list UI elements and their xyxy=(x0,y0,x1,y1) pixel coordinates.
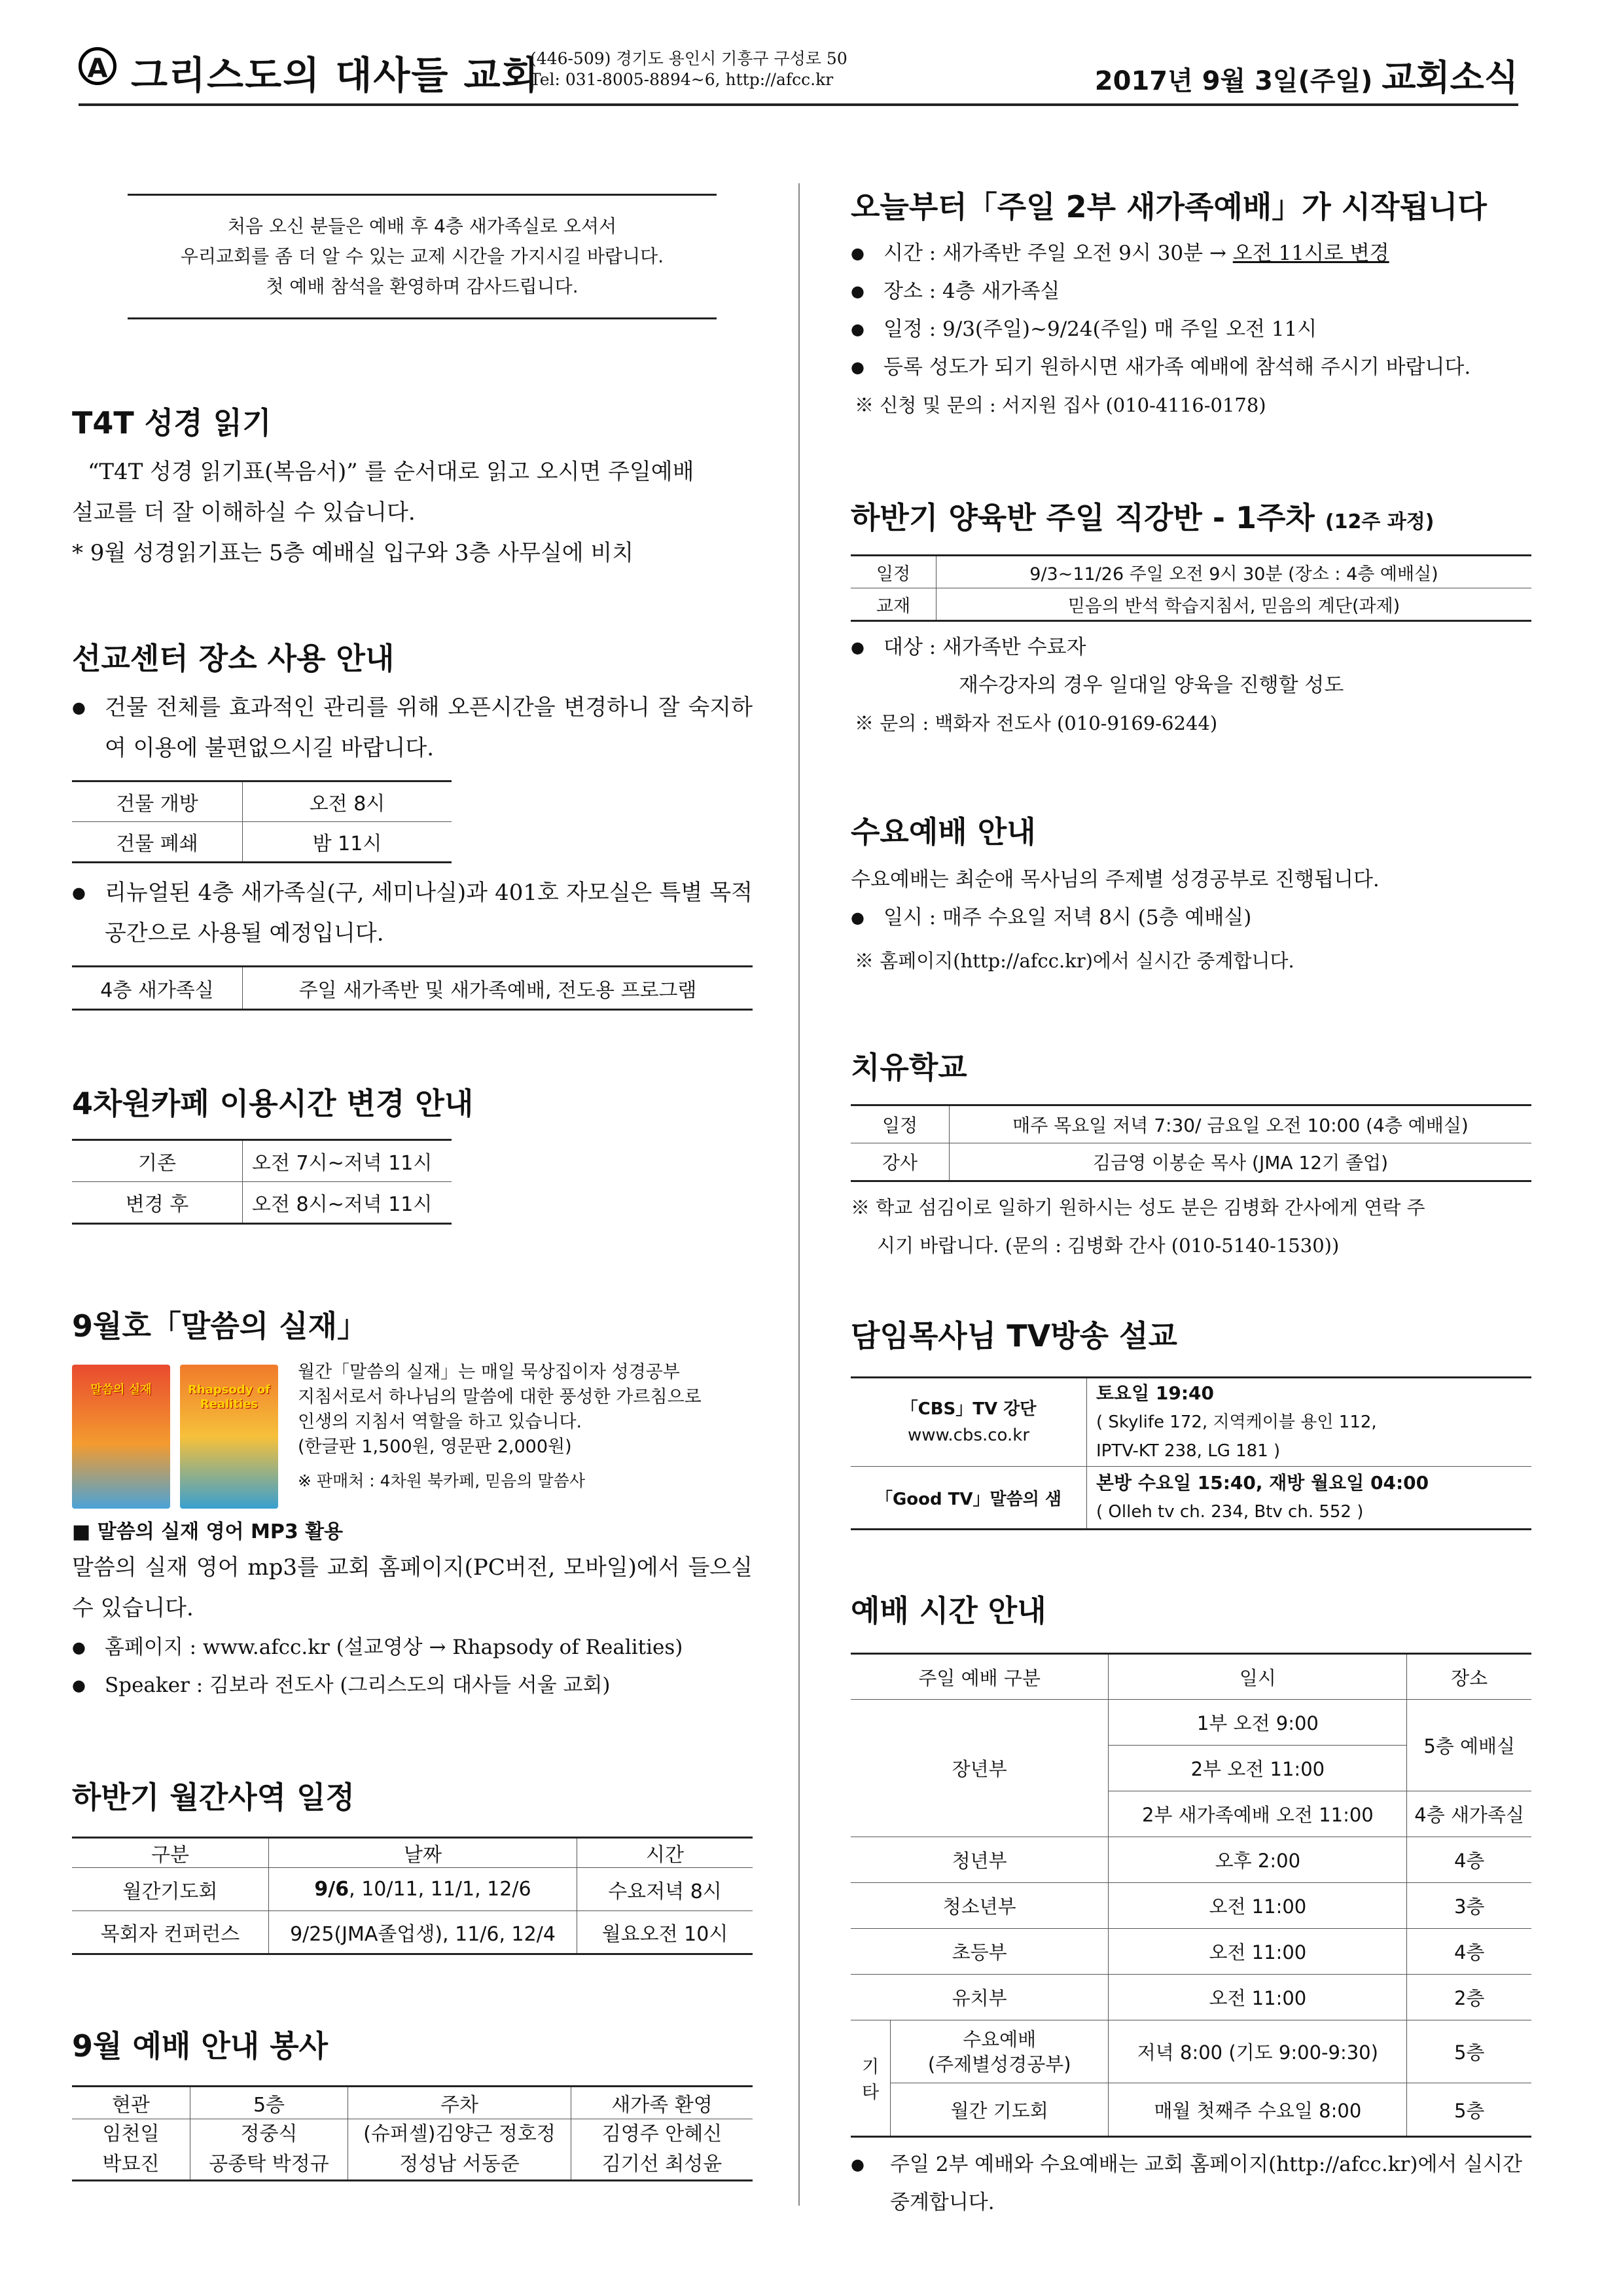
program-name: 「CBS」TV 강단 xyxy=(901,1399,1037,1419)
table-cell: 2부 오전 11:00 xyxy=(1109,1746,1407,1791)
table-cell: 오전 7시~저녁 11시 xyxy=(243,1140,452,1182)
table-cell: 일정 xyxy=(851,556,936,588)
table-cell xyxy=(1087,1467,1532,1530)
table-row xyxy=(851,1837,1531,1883)
air-time: 본방 수요일 15:40, 재방 월요일 04:00 xyxy=(1096,1472,1429,1494)
service-name: 수요예배 xyxy=(963,2028,1037,2051)
table-header: 주일 예배 구분 xyxy=(851,1654,1109,1700)
table-cell: 월간기도회 xyxy=(72,1868,269,1911)
dates: , 10/11, 11/1, 12/6 xyxy=(349,1878,531,1901)
new-family-details xyxy=(851,234,1531,424)
table-header: 구분 xyxy=(72,1838,269,1868)
table-cell: 김금영 이봉순 목사 (JMA 12기 졸업) xyxy=(950,1143,1532,1181)
section-title: 4차원카페 이용시간 변경 안내 xyxy=(72,1086,474,1121)
table-row xyxy=(851,1467,1531,1530)
note-line: ※ 학교 섬김이로 일하기 원하시는 성도 분은 김병화 간사에게 연락 주 xyxy=(851,1196,1425,1219)
table-cell: 4층 xyxy=(1407,1837,1531,1883)
section-title: 선교센터 장소 사용 안내 xyxy=(72,641,395,676)
table-cell: 1부 오전 9:00 xyxy=(1109,1700,1407,1746)
table-row xyxy=(851,556,1531,588)
cover-title: Rhapsody of Realities xyxy=(188,1383,270,1411)
worship-table xyxy=(851,1653,1531,2138)
table-header: 일시 xyxy=(1109,1654,1407,1700)
table-cell: 월요오전 10시 xyxy=(577,1911,753,1954)
column-divider xyxy=(798,183,800,2206)
table-cell: 4층 xyxy=(1407,1929,1531,1975)
contact-line: Tel: 031-8005-8894~6, http://afcc.kr xyxy=(530,70,834,89)
name: 공종탁 박정규 xyxy=(209,2153,329,2176)
t4t-text xyxy=(72,452,753,573)
name: 정중식 xyxy=(240,2123,298,2145)
tv-section xyxy=(851,1312,1531,1530)
title-text: 하반기 양육반 주일 직강반 - 1주차 xyxy=(851,500,1315,535)
table-row xyxy=(72,822,452,863)
table-cell: 유치부 xyxy=(851,1975,1109,2020)
seller-line: ※ 판매처 : 4차원 북카페, 믿음의 말씀사 xyxy=(298,1471,586,1490)
table-header: 시간 xyxy=(577,1838,753,1868)
program-name: 「Good TV」말씀의 샘 xyxy=(851,1467,1087,1530)
table-cell: 2부 새가족예배 오전 11:00 xyxy=(1109,1791,1407,1837)
table-cell: 강사 xyxy=(851,1143,950,1181)
section-title: 수요예배 안내 xyxy=(851,814,1036,850)
wednesday-time: ● 일시 : 매주 수요일 저녁 8시 (5층 예배실) xyxy=(851,899,1531,937)
table-row xyxy=(851,1700,1531,1746)
church-logo-icon: A xyxy=(79,47,116,85)
subtitle: (12주 과정) xyxy=(1325,511,1435,533)
name: 임천일 xyxy=(102,2123,160,2145)
table-cell: 저녁 8:00 (기도 9:00-9:30) xyxy=(1109,2020,1407,2083)
address-line: (446-509) 경기도 용인시 기흥구 구성로 50 xyxy=(530,49,847,68)
magazine-cover-english xyxy=(180,1365,278,1509)
section-title: 하반기 월간사역 일정 xyxy=(72,1780,355,1815)
time-text: 시간 : 새가족반 주일 오전 9시 30분 → xyxy=(883,242,1233,265)
table-cell xyxy=(72,2119,190,2181)
table-cell: 5층 xyxy=(1407,2020,1531,2083)
table-row xyxy=(851,1378,1531,1467)
table-cell: 기존 xyxy=(72,1140,243,1182)
desc-line: 월간「말씀의 실재」는 매일 묵상집이자 성경공부 xyxy=(298,1362,680,1382)
table-cell: 9/25(JMA졸업생), 11/6, 12/4 xyxy=(269,1911,577,1954)
healing-table xyxy=(851,1104,1531,1182)
mission-bullet: ● 리뉴얼된 4층 새가족실(구, 세미나실)과 401호 자모실은 특별 목적 공간으로 사용될 예정입니다. xyxy=(72,872,753,954)
channel-line: ( Skylife 172, 지역케이블 용인 112, xyxy=(1096,1412,1377,1432)
detail-line: ● 일정 : 9/3(주일)~9/24(주일) 매 주일 오전 11시 xyxy=(851,310,1531,348)
table-cell: 건물 개방 xyxy=(72,781,243,822)
table-cell: 2층 xyxy=(1407,1975,1531,2020)
nurture-table xyxy=(851,554,1531,622)
table-row xyxy=(72,1140,452,1182)
table-cell: 밤 11시 xyxy=(243,822,452,863)
worship-note: ● 주일 2부 예배와 수요예배는 교회 홈페이지(http://afcc.kr)에서 실시간 중계합니다. xyxy=(851,2145,1531,2221)
mission-bullet: ● 건물 전체를 효과적인 관리를 위해 오픈시간을 변경하니 잘 숙지하여 이용에 불편없으시길 바랍니다. xyxy=(72,687,753,768)
table-cell xyxy=(348,2119,571,2181)
table-cell: 오전 11:00 xyxy=(1109,1975,1407,2020)
table-cell: 초등부 xyxy=(851,1929,1109,1975)
target-line: ● 대상 : 새가족반 수료자 xyxy=(851,628,1531,666)
name: 김영주 안혜신 xyxy=(601,2123,722,2145)
table-row xyxy=(72,1911,753,1954)
table-cell xyxy=(851,1378,1087,1467)
rhapsody-description xyxy=(298,1360,769,1494)
table-row xyxy=(72,967,753,1010)
mp3-title: ■ 말씀의 실재 영어 MP3 활용 xyxy=(72,1520,344,1543)
table-cell: 4층 새가족실 xyxy=(72,967,243,1010)
table-cell: 4층 새가족실 xyxy=(1407,1791,1531,1837)
header xyxy=(79,39,1518,105)
service-team-section xyxy=(72,2022,753,2181)
tv-table xyxy=(851,1376,1531,1530)
header-rule xyxy=(79,103,1518,106)
channel-line: IPTV-KT 238, LG 181 ) xyxy=(1096,1441,1281,1461)
table-row xyxy=(72,1868,753,1911)
desc-line: 인생의 지침서 역할을 하고 있습니다. xyxy=(298,1412,582,1432)
table-row xyxy=(851,1143,1531,1181)
t4t-line: “T4T 성경 읽기표(복음서)” 를 순서대로 읽고 오시면 주일예배 xyxy=(88,459,694,485)
table-cell: 오전 8시~저녁 11시 xyxy=(243,1182,452,1224)
table-cell: 5층 예배실 xyxy=(1407,1700,1531,1791)
room-use-table xyxy=(72,965,753,1011)
table-cell: 수요저녁 8시 xyxy=(577,1868,753,1911)
table-cell: 목회자 컨퍼런스 xyxy=(72,1911,269,1954)
table-row xyxy=(851,2020,1531,2083)
wednesday-details xyxy=(851,861,1531,980)
homepage-line: ● 홈페이지 : www.afcc.kr (설교영상 → Rhapsody of Realities) xyxy=(72,1628,753,1666)
mission-center-section xyxy=(72,635,753,1011)
table-cell xyxy=(891,2020,1109,2083)
table-row xyxy=(72,2119,753,2181)
table-cell: 변경 후 xyxy=(72,1182,243,1224)
welcome-line: 우리교회를 좀 더 알 수 있는 교제 시간을 가지시길 바랍니다. xyxy=(180,245,664,267)
healing-section xyxy=(851,1044,1531,1265)
nurture-section xyxy=(851,494,1531,742)
section-title: 담임목사님 TV방송 설교 xyxy=(851,1318,1177,1354)
table-header: 새가족 환영 xyxy=(571,2087,753,2119)
wednesday-text: 수요예배는 최순애 목사님의 주제별 성경공부로 진행됩니다. xyxy=(851,868,1380,891)
target-line-2: 재수강자의 경우 일대일 양육을 진행할 성도 xyxy=(959,673,1344,697)
table-header: 현관 xyxy=(72,2087,190,2119)
mp3-block xyxy=(72,1517,753,1704)
table-cell: 오후 2:00 xyxy=(1109,1837,1407,1883)
worship-section xyxy=(851,1587,1531,2221)
table-cell: 3층 xyxy=(1407,1883,1531,1929)
table-cell xyxy=(269,1868,577,1911)
bulletin-date xyxy=(1095,50,1518,100)
section-title xyxy=(851,494,1531,537)
table-header-row xyxy=(72,1838,753,1868)
bold-date: 9/6 xyxy=(314,1878,349,1901)
date-text: 2017년 9월 3일(주일) xyxy=(1094,66,1373,96)
wednesday-section xyxy=(851,808,1531,980)
live-line: ※ 홈페이지(http://afcc.kr)에서 실시간 중계합니다. xyxy=(855,950,1294,972)
table-cell: 건물 폐쇄 xyxy=(72,822,243,863)
table-cell: 9/3~11/26 주일 오전 9시 30분 (장소 : 4층 예배실) xyxy=(936,556,1532,588)
table-cell: 청년부 xyxy=(851,1837,1109,1883)
table-header-row xyxy=(851,1654,1531,1700)
bulletin-title: 교회소식 xyxy=(1382,57,1518,98)
table-cell: 교재 xyxy=(851,588,936,621)
new-family-section xyxy=(851,183,1531,424)
program-url: www.cbs.co.kr xyxy=(907,1426,1030,1445)
table-cell: 장년부 xyxy=(851,1700,1109,1837)
table-cell: 믿음의 반석 학습지침서, 믿음의 계단(과제) xyxy=(936,588,1532,621)
section-title: 오늘부터「주일 2부 새가족예배」가 시작됩니다 xyxy=(851,189,1487,224)
table-cell: 매월 첫째주 수요일 8:00 xyxy=(1109,2083,1407,2137)
table-header: 5층 xyxy=(190,2087,348,2119)
section-title: 치유학교 xyxy=(851,1050,967,1085)
table-row xyxy=(72,781,452,822)
table-row xyxy=(851,1105,1531,1143)
table-row xyxy=(851,1883,1531,1929)
monthly-section xyxy=(72,1774,753,1955)
welcome-line: 처음 오신 분들은 예배 후 4층 새가족실로 오셔서 xyxy=(227,215,617,237)
table-cell xyxy=(1087,1378,1532,1467)
table-cell xyxy=(571,2119,753,2181)
table-row xyxy=(851,1929,1531,1975)
service-team-table xyxy=(72,2085,753,2181)
welcome-line: 첫 예배 참석을 환영하며 감사드립니다. xyxy=(266,276,579,297)
table-cell: 5층 xyxy=(1407,2083,1531,2137)
contact-line: ※ 문의 : 백화자 전도사 (010-9169-6244) xyxy=(855,712,1218,734)
table-cell xyxy=(190,2119,348,2181)
mp3-text: 말씀의 실재 영어 mp3를 교회 홈페이지(PC버전, 모바일)에서 들으실 수 있습니다. xyxy=(72,1554,753,1621)
name: 박묘진 xyxy=(102,2153,160,2176)
t4t-line: * 9월 성경읽기표는 5층 예배실 입구와 3층 사무실에 비치 xyxy=(72,540,634,566)
table-header: 날짜 xyxy=(269,1838,577,1868)
table-cell: 오전 11:00 xyxy=(1109,1883,1407,1929)
note-line: 시기 바랍니다. (문의 : 김병화 간사 (010-5140-1530)) xyxy=(877,1234,1340,1257)
table-cell: 월간 기도회 xyxy=(891,2083,1109,2137)
table-cell: 청소년부 xyxy=(851,1883,1109,1929)
healing-note xyxy=(851,1189,1531,1265)
speaker-line: ● Speaker : 김보라 전도사 (그리스도의 대사들 서울 교회) xyxy=(72,1666,753,1704)
table-cell: 기 타 xyxy=(851,2020,891,2137)
table-header-row xyxy=(72,2087,753,2119)
section-title: 9월호「말씀의 실재」 xyxy=(72,1308,368,1344)
cover-title: 말씀의 실재 xyxy=(90,1383,152,1397)
detail-line: ● 등록 성도가 되기 원하시면 새가족 예배에 참석해 주시기 바랍니다. xyxy=(851,348,1531,386)
magazine-cover-korean xyxy=(72,1365,170,1509)
cafe-hours-table xyxy=(72,1139,452,1225)
name: 김기선 최성윤 xyxy=(601,2153,722,2176)
detail-line: ● 장소 : 4층 새가족실 xyxy=(851,272,1531,310)
table-row xyxy=(851,1975,1531,2020)
table-cell: 매주 목요일 저녁 7:30/ 금요일 오전 10:00 (4층 예배실) xyxy=(950,1105,1532,1143)
desc-line: 지침서로서 하나님의 말씀에 대한 풍성한 가르침으로 xyxy=(298,1387,702,1407)
table-header: 주차 xyxy=(348,2087,571,2119)
channel-line: ( Olleh tv ch. 234, Btv ch. 552 ) xyxy=(1096,1502,1364,1522)
rhapsody-section xyxy=(72,1302,753,1346)
cafe-section xyxy=(72,1080,753,1225)
table-cell: 일정 xyxy=(851,1105,950,1143)
name: (슈퍼셀)김양근 정호정 xyxy=(363,2123,556,2145)
table-cell: 오전 8시 xyxy=(243,781,452,822)
building-hours-table xyxy=(72,780,452,863)
section-title: 9월 예배 안내 봉사 xyxy=(72,2028,329,2064)
table-cell: 주일 새가족반 및 새가족예배, 전도용 프로그램 xyxy=(243,967,753,1010)
nurture-details xyxy=(851,628,1531,742)
church-address xyxy=(530,48,847,90)
section-title: T4T 성경 읽기 xyxy=(72,405,272,440)
table-row xyxy=(851,588,1531,621)
welcome-box xyxy=(128,194,717,319)
table-cell: 오전 11:00 xyxy=(1109,1929,1407,1975)
contact-line: ※ 신청 및 문의 : 서지원 집사 (010-4116-0178) xyxy=(855,394,1266,416)
church-name: 그리스도의 대사들 교회 xyxy=(131,53,540,98)
changed-time: 오전 11시로 변경 xyxy=(1232,242,1389,265)
t4t-section xyxy=(72,399,753,573)
t4t-line: 설교를 더 잘 이해하실 수 있습니다. xyxy=(72,499,416,526)
section-title: 예배 시간 안내 xyxy=(851,1593,1046,1628)
service-sub: (주제별성경공부) xyxy=(927,2053,1071,2075)
desc-line: (한글판 1,500원, 영문판 2,000원) xyxy=(298,1437,572,1457)
air-time: 토요일 19:40 xyxy=(1096,1382,1215,1404)
table-header: 장소 xyxy=(1407,1654,1531,1700)
table-row xyxy=(851,2083,1531,2137)
table-row xyxy=(72,1182,452,1224)
name: 정성남 서동준 xyxy=(399,2153,520,2176)
detail-line xyxy=(851,234,1531,272)
monthly-table xyxy=(72,1837,753,1955)
